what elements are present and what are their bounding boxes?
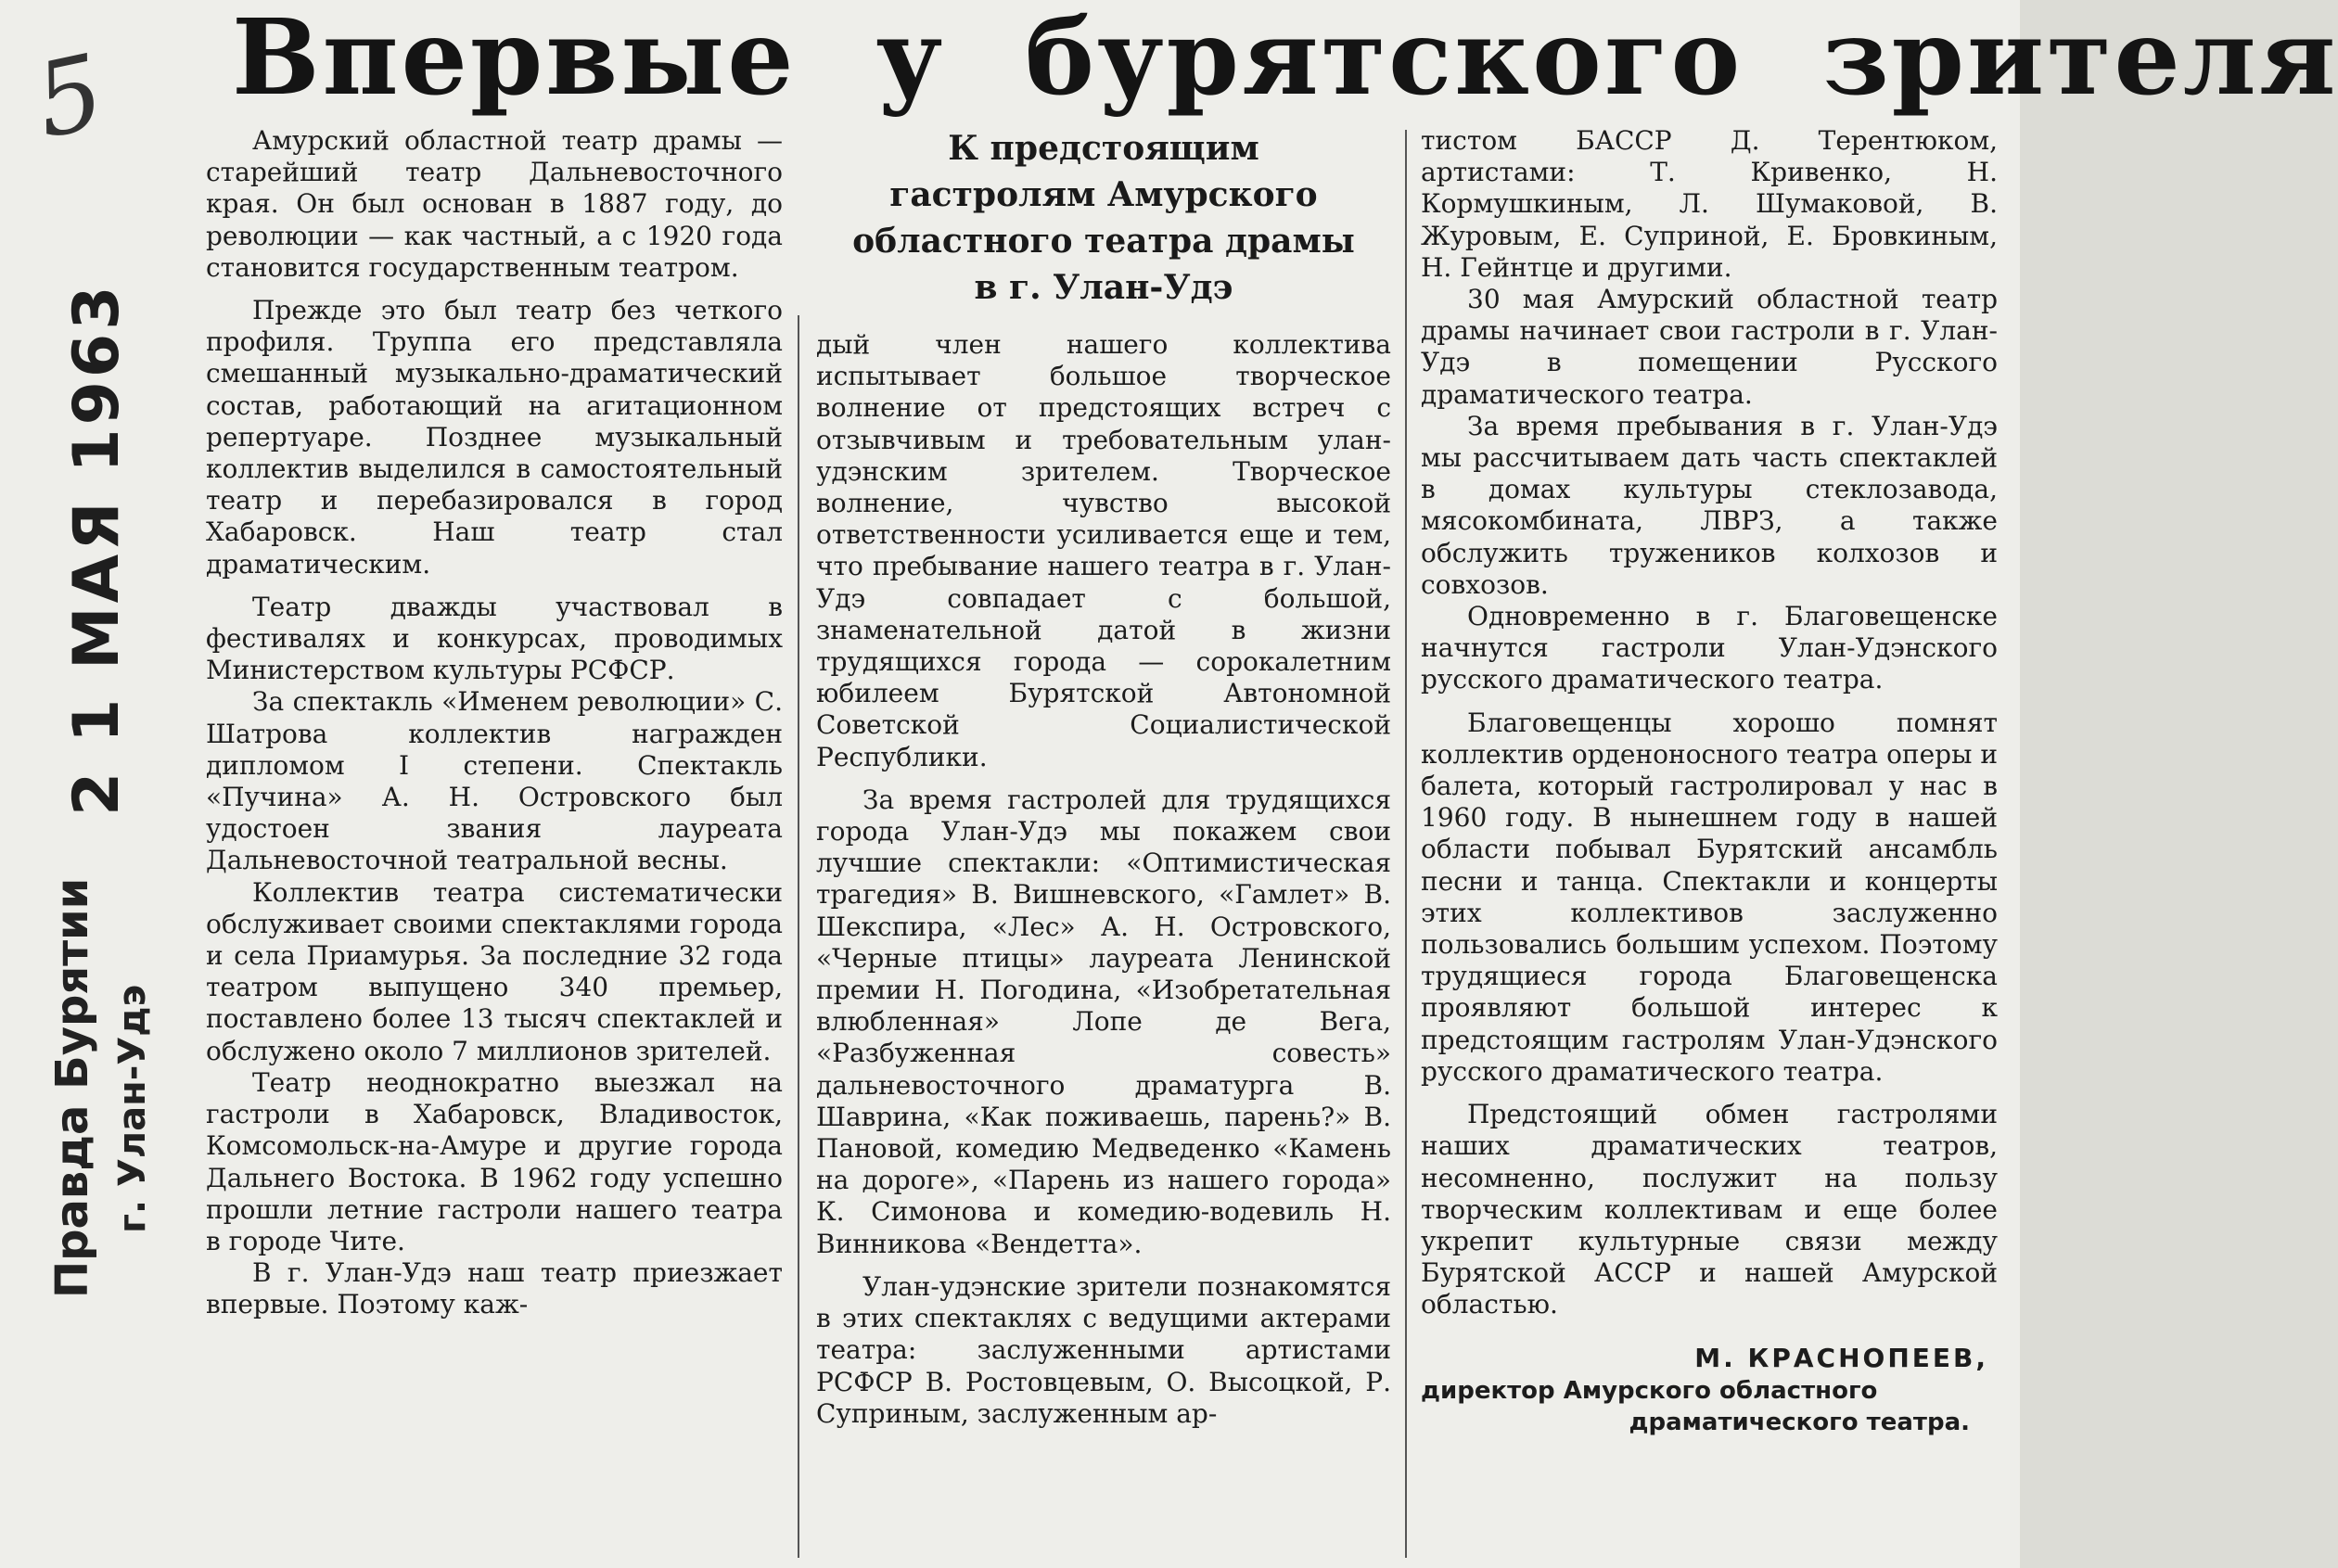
article-headline: Впервые у бурятского зрителя [232, 0, 2338, 119]
article-column-2 [816, 329, 1391, 1562]
clipping-margin [0, 0, 204, 1568]
paragraph: Одновременно в г. Благовещенске начнутся гастроли Улан-Удэнского русского драматического театра. [1421, 601, 1998, 695]
city-stamp: г. Улан-Удэ [111, 984, 154, 1233]
paragraph: Театр дважды участвовал в фестивалях и конкурсах, проводимых Министерством культуры РСФСР. [206, 591, 783, 686]
newspaper-name-stamp: Правда Бурятии [46, 877, 98, 1298]
paragraph: дый член нашего коллектива испытывает большое творческое волнение от предстоящих встреч с отзывчивым и требовательным улан-удэнским зрителем. Творческое волнение, чувство высокой ответственности усиливается еще и тем, что пребывание нашего театра в г. Улан-Удэ совпадает с большой, знаменательной датой в жизни трудящихся города — сорокалетним юбилеем Бурятской Автономной Советской Социалистической Республики. [816, 329, 1391, 772]
paragraph: Прежде это был театр без четкого профиля. Труппа его представляла смешанный музыкально-драматический состав, работающий на агитационном репертуаре. Позднее музыкальный коллектив выделился в самостоятельный театр и перебазировался в город Хабаровск. Наш театр стал драматическим. [206, 295, 783, 580]
subheading-line: в г. Улан-Удэ [974, 268, 1233, 307]
paragraph: За время пребывания в г. Улан-Удэ мы рассчитываем дать часть спектаклей в домах культуры стеклозавода, мясокомбината, ЛВРЗ, а также обслужить тружеников колхозов и совхозов. [1421, 410, 1998, 600]
paragraph: Коллектив театра систематически обслуживает своими спектаклями города и села Приамурья. За последние 32 года театром выпущено 340 премьер, поставлено более 13 тысяч спектаклей и обслужено около 7 миллионов зрителей. [206, 876, 783, 1066]
article-subheading [809, 125, 1399, 320]
paragraph: Амурский областной театр драмы — старейший театр Дальневосточного края. Он был основан в 1887 году, до революции — как частный, а с 1920 года становится государственным театром. [206, 125, 783, 283]
paragraph: Улан-удэнские зрители познакомятся в этих спектаклях с ведущими актерами театра: заслуженными артистами РСФСР В. Ростовцевым, О. Высоцкой, Р. Суприным, заслуженным ар- [816, 1270, 1391, 1429]
paragraph: Предстоящий обмен гастролями наших драматических театров, несомненно, послужит на пользу творческим коллективам и еще более укрепит культурные связи между Бурятской АССР и нашей Амурской областью. [1421, 1099, 1998, 1320]
subheading-line: областного театра драмы [852, 222, 1355, 261]
author-name: М. КРАСНОПЕЕВ, [1694, 1342, 1988, 1373]
paragraph: 30 мая Амурский областной театр драмы начинает свои гастроли в г. Улан-Удэ в помещении Русского драматического театра. [1421, 284, 1998, 410]
column-divider [798, 315, 799, 1558]
paragraph: тистом БАССР Д. Терентюком, артистами: Т. Кривенко, Н. Кормушкиным, Л. Шумаковой, В. Журовым, Е. Суприной, Е. Бровкиным, Н. Гейнтце и другими. [1421, 125, 1998, 283]
author-title: драматического театра. [1629, 1408, 1970, 1436]
archive-pencil-mark: 5 [25, 32, 114, 161]
paragraph: В г. Улан-Удэ наш театр приезжает впервые. Поэтому каж- [206, 1257, 783, 1320]
author-title: директор Амурского областного [1421, 1376, 1878, 1405]
column-divider [1405, 130, 1407, 1558]
subheading-line: гастролям Амурского [889, 175, 1318, 214]
author-signature [1421, 1342, 1998, 1438]
article-column-1 [206, 125, 783, 1562]
paragraph: Театр неоднократно выезжал на гастроли в Хабаровск, Владивосток, Комсомольск-на-Амуре и другие города Дальнего Востока. В 1962 году успешно прошли летние гастроли нашего театра в городе Чите. [206, 1066, 783, 1256]
paragraph: Благовещенцы хорошо помнят коллектив орденоносного театра оперы и балета, который гастролировал у нас в 1960 году. В нынешнем году в нашей области побывал Бурятский ансамбль песни и танца. Спектакли и концерты этих коллективов заслуженно пользовались большим успехом. Поэтому трудящиеся города Благовещенска проявляют большой интерес к предстоящим гастролям Улан-Удэнского русского драматического театра. [1421, 707, 1998, 1087]
date-stamp: 2 1 МАЯ 1963 [60, 282, 134, 816]
paragraph: За время гастролей для трудящихся города Улан-Удэ мы покажем свои лучшие спектакли: «Оптимистическая трагедия» В. Вишневского, «Гамлет» В. Шекспира, «Лес» А. Н. Островского, «Черные птицы» лауреата Ленинской премии Н. Погодина, «Изобретательная влюбленная» Лопе де Вега, «Разбуженная совесть» дальневосточного драматурга В. Шаврина, «Как поживаешь, парень?» В. Пановой, комедию Медведенко «Камень на дороге», «Парень из нашего города» К. Симонова и комедию-водевиль Н. Винникова «Вендетта». [816, 784, 1391, 1259]
article-column-3 [1421, 125, 1998, 1562]
paragraph: За спектакль «Именем революции» С. Шатрова коллектив награжден дипломом I степени. Спектакль «Пучина» А. Н. Островского был удостоен звания лауреата Дальневосточной театральной весны. [206, 686, 783, 876]
subheading-line: К предстоящим [948, 129, 1259, 168]
